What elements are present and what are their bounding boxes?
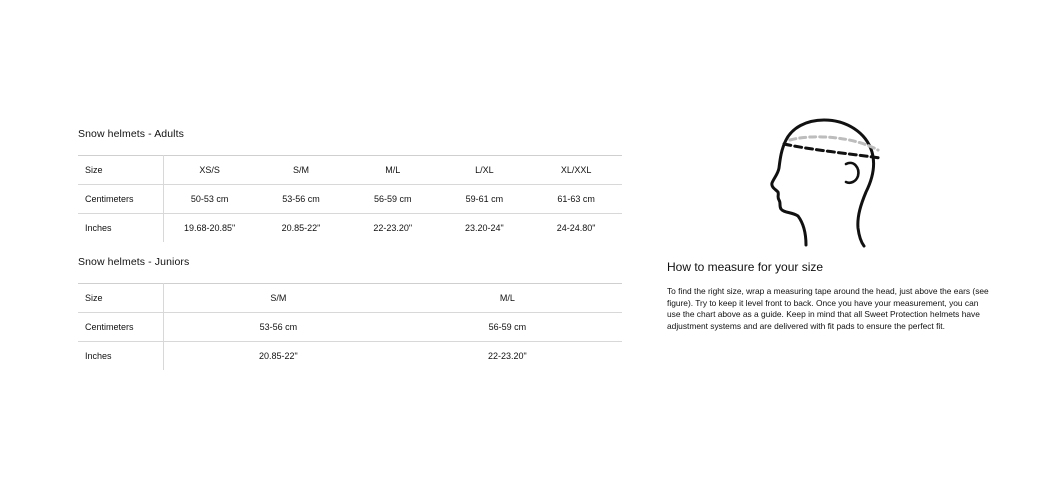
row-label-size: Size (78, 156, 164, 185)
table-cell: 23.20-24" (439, 214, 531, 243)
table-cell: XL/XXL (530, 156, 622, 185)
table-cell: M/L (347, 156, 439, 185)
table-cell: XS/S (164, 156, 256, 185)
table-cell: 22-23.20" (347, 214, 439, 243)
table-cell: 24-24.80" (530, 214, 622, 243)
adults-section-title: Snow helmets - Adults (78, 128, 184, 140)
table-row (78, 156, 622, 185)
table-cell: S/M (255, 156, 347, 185)
adults-size-table (78, 155, 622, 242)
table-row (78, 342, 622, 371)
head-measuring-tape-illustration (762, 112, 892, 252)
table-cell: M/L (393, 284, 622, 313)
table-cell: 22-23.20" (393, 342, 622, 371)
table-cell: 50-53 cm (164, 185, 256, 214)
table-cell: 59-61 cm (439, 185, 531, 214)
table-row (78, 284, 622, 313)
table-cell: 56-59 cm (347, 185, 439, 214)
row-label-centimeters: Centimeters (78, 185, 164, 214)
table-cell: S/M (164, 284, 393, 313)
table-cell: 61-63 cm (530, 185, 622, 214)
table-cell: 56-59 cm (393, 313, 622, 342)
table-cell: 20.85-22" (255, 214, 347, 243)
measure-heading: How to measure for your size (667, 260, 824, 274)
table-cell: L/XL (439, 156, 531, 185)
table-cell: 53-56 cm (164, 313, 393, 342)
row-label-inches: Inches (78, 214, 164, 243)
table-cell: 19.68-20.85" (164, 214, 256, 243)
table-row (78, 214, 622, 243)
table-cell: 53-56 cm (255, 185, 347, 214)
table-row (78, 313, 622, 342)
row-label-size: Size (78, 284, 164, 313)
juniors-size-table (78, 283, 622, 370)
table-row (78, 185, 622, 214)
measure-instructions: To find the right size, wrap a measuring tape around the head, just above the ears (see figure). Try to keep it level front to back. Once you have your measurement, you can use the chart above as a guide. Keep in mind that all Sweet Protection helmets have adjustment systems and are delivered with fit pads to ensure the perfect fit. (667, 286, 989, 332)
row-label-centimeters: Centimeters (78, 313, 164, 342)
juniors-section-title: Snow helmets - Juniors (78, 256, 190, 268)
row-label-inches: Inches (78, 342, 164, 371)
table-cell: 20.85-22" (164, 342, 393, 371)
